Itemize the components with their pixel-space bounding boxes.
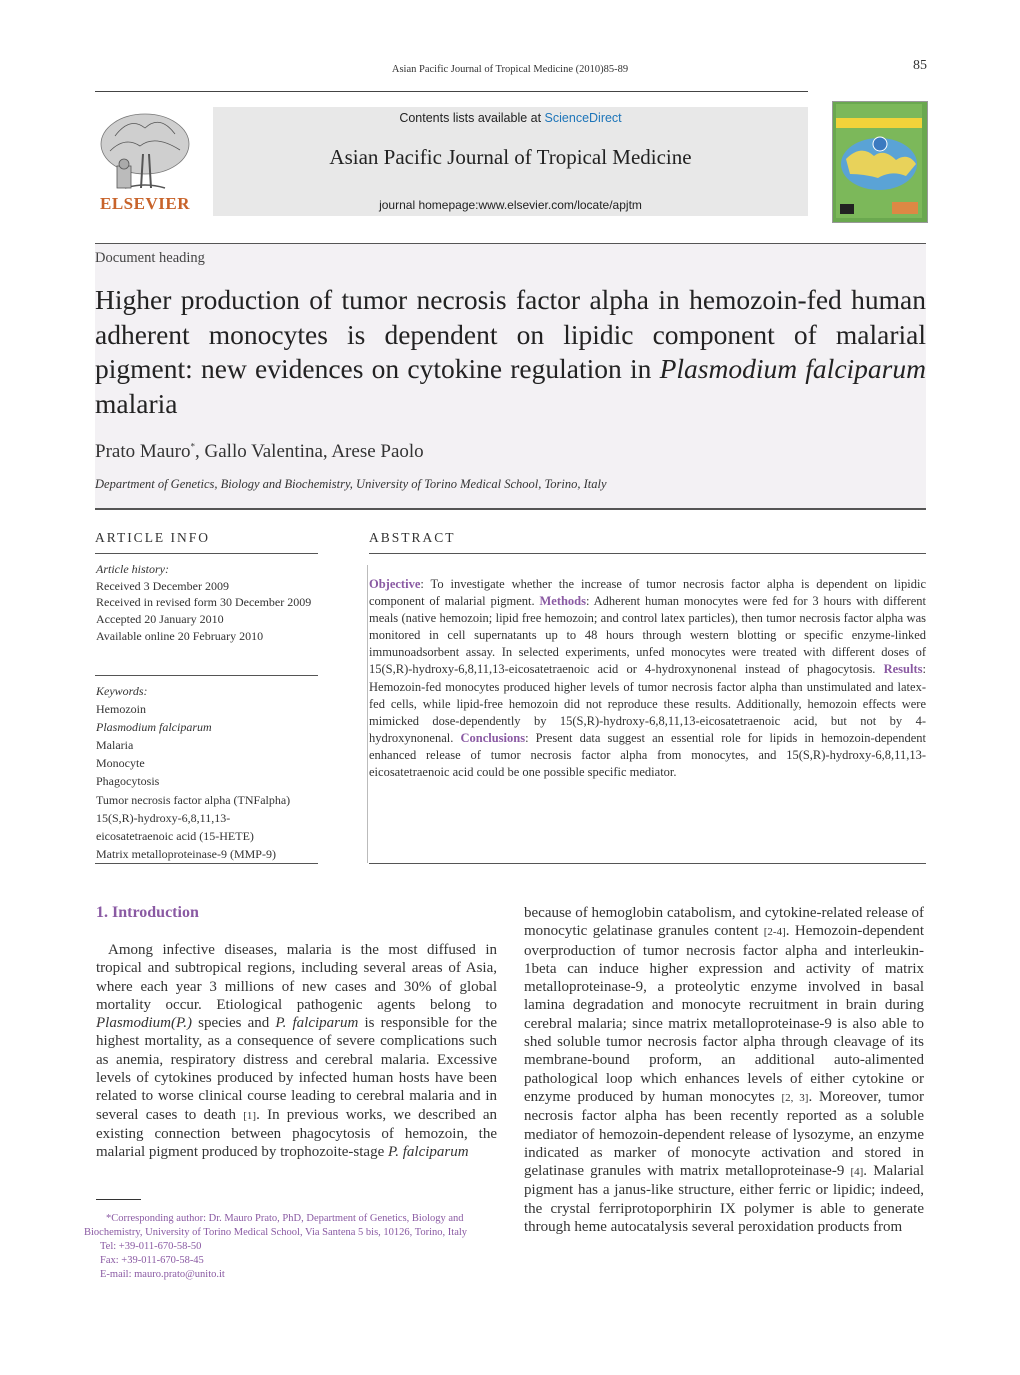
objective-label: Objective — [369, 577, 421, 591]
title-block-rule — [95, 243, 926, 244]
header-rule — [95, 91, 808, 92]
intro-text: . Malarial pigment has a janus-like structure, either ferric or lipidic; indeed, the crystal ferriprotoporphirin IX polymer is able to generate through heme autocatalysis several peroxidation products from — [524, 1163, 925, 1236]
cover-map-image — [836, 104, 922, 218]
title-tail: malaria — [95, 387, 178, 419]
citation[interactable]: [2-4] — [763, 926, 786, 939]
abstract-bottom-rule — [369, 863, 926, 864]
abstract-heading: ABSTRACT — [369, 530, 456, 545]
article-info-rule — [95, 553, 318, 554]
author-first: Prato Mauro — [95, 441, 191, 462]
title-main: Higher production of tumor necrosis factor alpha in hemozoin-fed human adherent monocytes is dependent on lipidic component of malarial pigment: new evidences on cytokine regulation in — [95, 284, 926, 384]
species-name: P. falciparum — [275, 1015, 359, 1032]
publisher-name: ELSEVIER — [100, 194, 190, 213]
history-label: Article history: — [96, 562, 169, 576]
intro-column-1 — [96, 941, 497, 1162]
history-item: Available online 20 February 2010 — [96, 628, 264, 643]
keyword-item: eicosatetraenoic acid (15-HETE) — [96, 828, 254, 843]
authors — [95, 441, 424, 463]
footnote-corresponding: *Corresponding author: Dr. Mauro Prato, PhD, Department of Genetics, Biology and Biochemistry, University of Torino Medical School, Via Santena 5 bis, 10126, Torino, Italy — [84, 1213, 468, 1238]
history-item: Accepted 20 January 2010 — [96, 612, 224, 627]
objective-text: : To investigate whether the increase of tumor necrosis factor alpha is dependent on lipidic component of malarial pigment. — [369, 577, 926, 609]
methods-text: : Adherent human monocytes were fed for 3 hours with different meals (native hemozoin; lipid free hemozoin; and control latex particles), then tumor necrosis factor alpha was monitored in cell supernatants up to 48 hours through western blotting or specific enzyme-linked immunoadsorbent assay. In selected experiments, unfed monocytes were treated with different doses of 15(S,R)-hydroxy-6,8,11,13-eicosatetraenoic acid or 4-hydroxynonenal instead of phagocytosis. — [369, 594, 926, 677]
intro-text: . Hemozoin-dependent overproduction of tumor necrosis factor alpha and interleukin-1beta can induce higher expression and activity of matrix metalloproteinase-9, a proteolytic enzyme involved in basal lamina degradation and monocyte recruitment in brain during cerebral malaria; since matrix metalloproteinase-9 is also able to shed soluble tumor necrosis factor alpha through cleavage of its membrane-bound proform, an additional auto-alimented pathological loop which enhances levels of either cytokine or enzyme produced by human monocytes — [524, 923, 924, 1105]
keyword-item: Tumor necrosis factor alpha (TNFalpha) — [96, 792, 291, 807]
keyword-item: Hemozoin — [96, 702, 146, 717]
journal-homepage[interactable]: journal homepage:www.elsevier.com/locate/apjtm — [379, 198, 642, 212]
document-heading: Document heading — [95, 250, 205, 266]
journal-title: Asian Pacific Journal of Tropical Medicine — [329, 145, 692, 169]
corresponding-author-footnote — [84, 1212, 512, 1282]
article-title — [95, 283, 926, 421]
keyword-item: Plasmodium falciparum — [96, 720, 212, 735]
title-species: Plasmodium falciparum — [659, 353, 926, 384]
keyword-item: Matrix metalloproteinase-9 (MMP-9) — [96, 846, 276, 861]
contents-prefix: Contents lists available at — [399, 111, 545, 125]
keywords — [96, 682, 326, 863]
methods-label: Methods — [539, 594, 586, 609]
conclusions-text: : Present data suggest an essential role for lipids in hemozoin-dependent enhanced release of tumor necrosis factor alpha from monocytes, and 15(S,R)-hydroxy-6,8,11,13-eicosatetraenoic acid could be one possible specific mediator. — [369, 730, 926, 780]
intro-column-2 — [524, 904, 924, 1236]
intro-text: Among infective diseases, malaria is the most diffused in tropical and subtropical regions, including several areas of Asia, where each year 3 millions of new cases and 30% of global mortality occur. Etiological pathogenic agents belong to — [96, 942, 497, 1013]
abstract-rule — [369, 553, 926, 554]
keyword-item: Phagocytosis — [96, 774, 160, 789]
abstract-body — [369, 576, 926, 781]
intro-text: . In previous works, we described an existing connection between phagocytosis of hemozoin, the malarial pigment produced by trophozoite-stage — [96, 1106, 497, 1161]
keyword-item: Malaria — [96, 738, 134, 753]
intro-text: . Moreover, tumor necrosis factor alpha has been recently reported as a soluble mediator of hemozoin-dependent release of lysozyme, an enzyme indicated as marker of monocyte activation and stored in gelatinase granules with matrix metalloproteinase-9 — [524, 1088, 925, 1180]
results-text: : Hemozoin-fed monocytes produced higher levels of tumor necrosis factor alpha than unstimulated and latex-fed cells, while lipid-free hemozoin did not reproduce these results. Additionally, hemozoin effects were mimicked dose-dependently by 15(S,R)-hydroxy-6,8,11,13-eicosatetraenoic acid, but not by 4-hydroxynonenal. — [369, 662, 926, 745]
introduction-heading: 1. Introduction — [96, 904, 199, 921]
footnote-email[interactable]: E-mail: mauro.prato@unito.it — [100, 1269, 225, 1280]
corresponding-mark: * — [190, 441, 196, 452]
running-header: Asian Pacific Journal of Tropical Medicine (2010)85-89 — [391, 64, 629, 75]
title-block-bottom-rule — [95, 508, 926, 510]
keywords-label: Keywords: — [96, 684, 148, 698]
citation[interactable]: [2, 3] — [781, 1091, 809, 1104]
affiliation: Department of Genetics, Biology and Biochemistry, University of Torino Medical School, Torino, Italy — [95, 477, 607, 491]
species-name: P. falciparum — [388, 1144, 469, 1161]
keyword-item: Monocyte — [96, 756, 145, 771]
article-info-heading: ARTICLE INFO — [95, 530, 211, 545]
history-item: Received 3 December 2009 — [96, 578, 229, 593]
authors-rest: , Gallo Valentina, Arese Paolo — [195, 441, 424, 462]
abstract-divider — [367, 565, 368, 863]
results-label: Results — [883, 662, 923, 677]
keywords-rule — [95, 675, 318, 676]
citation[interactable]: [1] — [243, 1109, 257, 1122]
keyword-item: 15(S,R)-hydroxy-6,8,11,13- — [96, 810, 231, 825]
intro-text: species and — [191, 1015, 276, 1032]
footnote-tel: Tel: +39-011-670-58-50 — [100, 1241, 202, 1252]
conclusions-label: Conclusions — [460, 730, 526, 745]
contents-line — [213, 111, 808, 125]
page-number: 85 — [913, 58, 927, 73]
history-item: Received in revised form 30 December 2009 — [96, 595, 312, 610]
intro-text: is responsible for the highest mortality, as a consequence of severe complications such as anemia, respiratory distress and cerebral malaria. Excessive levels of cytokines produced by infected human hosts have been related to worse clinical course leading to cerebral malaria and in several cases to death — [96, 1015, 498, 1123]
citation[interactable]: [4] — [850, 1166, 864, 1179]
sciencedirect-link[interactable]: ScienceDirect — [544, 111, 622, 125]
footnote-fax: Fax: +39-011-670-58-45 — [100, 1255, 204, 1266]
species-name: Plasmodium(P.) — [96, 1015, 192, 1032]
article-info-bottom-rule — [95, 863, 318, 864]
footnote-rule — [96, 1199, 141, 1200]
intro-text: because of hemoglobin catabolism, and cytokine-related release of monocytic gelatinase granules content — [524, 905, 924, 940]
article-history — [96, 561, 326, 645]
